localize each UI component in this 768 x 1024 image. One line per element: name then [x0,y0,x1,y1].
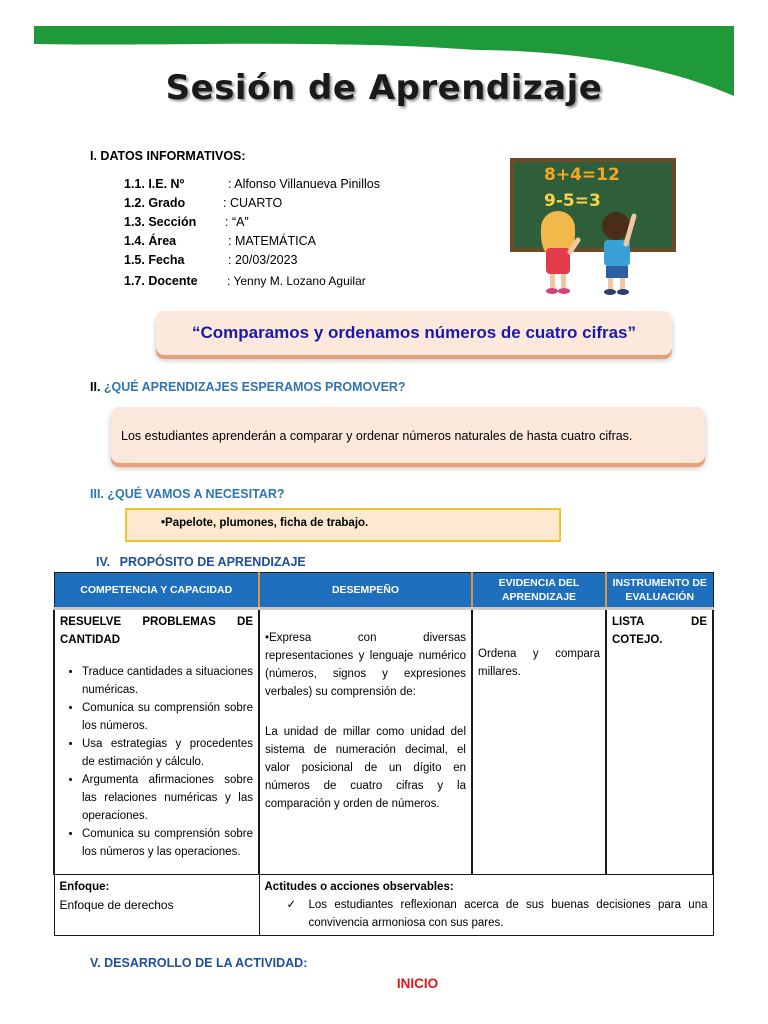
check-icon: ✓ [286,899,297,911]
col-header-desempeno: DESEMPEÑO [259,573,472,609]
enfoque-label: Enfoque: [59,881,110,893]
datos-value: : Alfonso Villanueva Pinillos [228,177,380,191]
datos-value: : CUARTO [223,196,283,210]
datos-key: 1.4. Área [124,234,177,248]
session-topic: “Comparamos y ordenamos números de cuatro cifras” [191,323,637,342]
section-1-heading: I. DATOS INFORMATIVOS: [90,149,246,163]
materials-text: •Papelote, plumones, ficha de trabajo. [161,517,369,529]
table-row [54,875,713,936]
list-item: • Argumenta afirmaciones sobre las relaciones numéricas y las operaciones. [82,771,253,825]
materials-box [125,508,561,542]
list-item: • Comunica su comprensión sobre los números. [82,699,253,735]
instrumento-text: LISTA DE COTEJO. [612,616,707,646]
enfoque-cell [54,875,259,936]
datos-key: 1.5. Fecha [124,253,185,267]
actitudes-line [265,896,708,932]
datos-value: : MATEMÁTICA [228,234,316,248]
learning-box [111,407,705,463]
list-item: • Usa estrategias y procedentes de estimación y cálculo. [82,735,253,771]
board-text-1: 8+4=12 [544,165,620,185]
section-4-number: IV. [96,555,111,569]
datos-key: 1.7. Docente [124,274,198,288]
list-item: • Traduce cantidades a situaciones numéricas. [82,663,253,699]
learning-text: Los estudiantes aprenderán a comparar y ordenar números naturales de hasta cuatro cifras. [121,429,633,443]
enfoque-value: Enfoque de derechos [59,898,174,912]
datos-key: 1.1. I.E. Nº [124,177,185,191]
desempeno-text-1: •Expresa con diversas representaciones y lenguaje numérico (números, signos y expresiones verbales) su comprensión de: [265,632,466,698]
section-3-heading [90,487,284,501]
datos-value: : Yenny M. Lozano Aguilar [227,274,366,288]
col-header-competencia: COMPETENCIA Y CAPACIDAD [54,573,259,609]
actitudes-text: Los estudiantes reflexionan acerca de sus buenas decisiones para una convivencia armoniosa con sus pares. [308,899,708,929]
section-2-heading [90,380,406,394]
topic-box [156,311,672,355]
actitudes-cell [259,875,713,936]
section-3-number: III. [90,487,104,501]
col-header-evidencia: EVIDENCIA DEL APRENDIZAJE [472,573,606,609]
datos-value: : “A” [225,215,249,229]
competencia-cell [54,609,259,875]
kids-chalkboard-illustration [508,156,680,302]
actitudes-label: Actitudes o acciones observables: [264,881,454,893]
section-2-title: ¿QUÉ APRENDIZAJES ESPERAMOS PROMOVER? [103,380,406,394]
table-header-row [54,573,713,609]
desempeno-text-2: La unidad de millar como unidad del sistema de numeración decimal, el valor posicional de un dígito en números de cuatro cifras y la comparación y orden de números. [265,726,466,810]
instrumento-cell [606,609,713,875]
section-2-number: II. [90,380,101,394]
col-header-instrumento: INSTRUMENTO DE EVALUACIÓN [606,573,713,609]
evidencia-cell [472,609,606,875]
desempeno-cell [259,609,472,875]
capacidades-list [60,663,253,861]
section-4-heading [96,555,306,569]
page-title: Sesión de Aprendizaje [165,68,603,108]
section-5-heading: V. DESARROLLO DE LA ACTIVIDAD: [90,956,308,970]
datos-key: 1.2. Grado [124,196,186,210]
inicio-label: INICIO [396,976,439,991]
section-4-title: PROPÓSITO DE APRENDIZAJE [119,555,306,569]
purpose-table [53,572,714,936]
board-text-2: 9-5=3 [544,191,601,211]
section-3-title: ¿QUÉ VAMOS A NECESITAR? [107,487,285,501]
table-row [54,609,713,875]
evidencia-text: Ordena y compara millares. [478,648,600,678]
list-item: • Comunica su comprensión sobre los números y las operaciones. [82,825,253,861]
competencia-title: RESUELVE PROBLEMAS DE CANTIDAD [60,616,253,646]
datos-key: 1.3. Sección [124,215,197,229]
datos-value: : 20/03/2023 [228,253,298,267]
